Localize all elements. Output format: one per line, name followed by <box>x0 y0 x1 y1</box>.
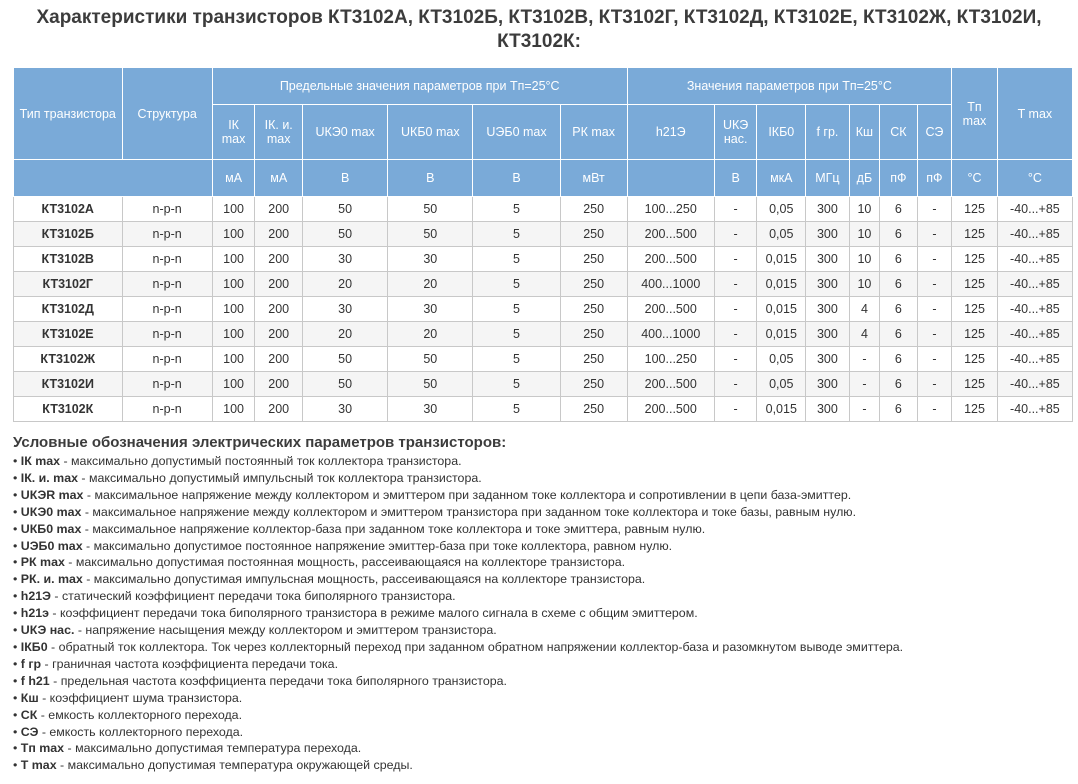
table-cell: 125 <box>952 347 998 372</box>
legend-term: Tп max <box>20 741 65 756</box>
table-cell: 100 <box>212 297 255 322</box>
table-cell: - <box>714 222 757 247</box>
table-row <box>14 272 1073 297</box>
table-cell: 200...500 <box>627 222 714 247</box>
header-type: Тип транзистора <box>14 68 123 160</box>
table-cell: 20 <box>303 322 388 347</box>
table-cell: 250 <box>560 247 627 272</box>
table-cell: 4 <box>849 297 879 322</box>
page-title: Характеристики транзисторов КТ3102А, КТ3102Б, КТ3102В, КТ3102Г, КТ3102Д, КТ3102Е, КТ3102Ж, КТ3102И, КТ3102К: <box>36 7 1042 52</box>
legend-desc: - коэффициент шума транзистора. <box>38 690 243 705</box>
table-cell: -40...+85 <box>997 297 1072 322</box>
table-cell: 20 <box>388 272 473 297</box>
bullet-icon: • <box>13 639 21 654</box>
table-row <box>14 247 1073 272</box>
header-param: СЭ <box>917 105 952 160</box>
table-cell: 6 <box>880 322 918 347</box>
legend-desc: - максимальное напряжение коллектор-база при заданном токе коллектора и токе эмиттера, равным нулю. <box>81 521 706 536</box>
table-cell: 300 <box>806 222 850 247</box>
legend-term: UКБ0 max <box>20 521 82 536</box>
table-cell: 0,05 <box>757 197 806 222</box>
table-cell: 100 <box>212 347 255 372</box>
header-unit: мА <box>212 160 255 197</box>
table-cell: 10 <box>849 197 879 222</box>
table-cell: 200 <box>255 322 303 347</box>
table-cell: 5 <box>473 397 560 422</box>
legend-desc: - максимально допустимая постоянная мощность, рассеивающаяся на коллекторе транзистора. <box>64 555 626 570</box>
table-cell: 250 <box>560 197 627 222</box>
bullet-icon: • <box>13 589 21 604</box>
bullet-icon: • <box>13 758 21 773</box>
transistor-type-cell: КТ3102Ж <box>14 347 123 372</box>
header-unit: °С <box>952 160 998 197</box>
bullet-icon: • <box>13 555 21 570</box>
legend-term: IК max <box>20 454 61 468</box>
table-cell: 0,015 <box>757 397 806 422</box>
transistor-type-cell: КТ3102Б <box>14 222 123 247</box>
legend-term: UКЭ нас. <box>20 623 75 638</box>
table-cell: 0,015 <box>757 272 806 297</box>
table-cell: 0,015 <box>757 297 806 322</box>
transistor-type-cell: КТ3102Г <box>14 272 123 297</box>
table-cell: 6 <box>880 197 918 222</box>
table-cell: 200 <box>255 197 303 222</box>
legend-item <box>13 554 1073 571</box>
table-cell: 50 <box>303 372 388 397</box>
legend-term: f h21 <box>20 673 50 688</box>
table-cell: 300 <box>806 372 850 397</box>
header-unit: мкА <box>757 160 806 197</box>
table-cell: - <box>849 347 879 372</box>
table-cell: n-p-n <box>122 347 212 372</box>
table-cell: 10 <box>849 272 879 297</box>
table-row <box>14 222 1073 247</box>
legend-item <box>13 521 1073 538</box>
legend-desc: - максимально допустимый импульсный ток коллектора транзистора. <box>77 470 482 485</box>
header-unit: В <box>303 160 388 197</box>
table-cell: 50 <box>303 347 388 372</box>
table-cell: - <box>714 397 757 422</box>
header-param: IК. и. max <box>255 105 303 160</box>
table-cell: - <box>917 347 952 372</box>
table-cell: 400...1000 <box>627 322 714 347</box>
legend-term: UЭБ0 max <box>20 538 83 553</box>
header-unit: В <box>473 160 560 197</box>
table-cell: -40...+85 <box>997 322 1072 347</box>
legend-desc: - максимально допустимая температура окружающей среды. <box>56 758 413 773</box>
table-cell: - <box>714 247 757 272</box>
legend-list <box>13 453 1073 774</box>
bullet-icon: • <box>13 623 21 638</box>
legend-desc: - максимальное напряжение между коллектором и эмиттером транзистора при заданном токе коллектора и токе базы, равным нулю. <box>81 504 857 519</box>
table-cell: - <box>917 322 952 347</box>
header-param: Кш <box>849 105 879 160</box>
legend-desc: - обратный ток коллектора. Ток через коллекторный переход при заданном обратном напряжении коллектор-база и разомкнутом выводе эмиттера. <box>47 639 904 654</box>
legend <box>13 434 1073 774</box>
legend-desc: - максимально допустимая импульсная мощность, рассеивающаяся на коллекторе транзистора. <box>82 572 646 587</box>
bullet-icon: • <box>13 606 21 621</box>
table-cell: 10 <box>849 247 879 272</box>
table-cell: 100...250 <box>627 347 714 372</box>
table-cell: 30 <box>388 247 473 272</box>
table-cell: 200 <box>255 372 303 397</box>
table-cell: 200...500 <box>627 247 714 272</box>
table-cell: 200...500 <box>627 397 714 422</box>
legend-item <box>13 740 1073 757</box>
table-cell: 5 <box>473 297 560 322</box>
legend-item <box>13 538 1073 555</box>
table-cell: -40...+85 <box>997 222 1072 247</box>
legend-title: Условные обозначения электрических параметров транзисторов: <box>13 434 507 451</box>
table-cell: 250 <box>560 372 627 397</box>
table-cell: -40...+85 <box>997 347 1072 372</box>
legend-item <box>13 605 1073 622</box>
table-cell: 50 <box>388 347 473 372</box>
header-unit: пФ <box>880 160 918 197</box>
table-cell: - <box>849 372 879 397</box>
table-cell: 50 <box>303 197 388 222</box>
table-cell: - <box>849 397 879 422</box>
table-cell: - <box>714 297 757 322</box>
legend-desc: - коэффициент передачи тока биполярного транзистора в режиме малого сигнала в схеме с общим эмиттером. <box>48 606 698 621</box>
legend-term: h21Э <box>20 589 51 604</box>
table-cell: 100 <box>212 372 255 397</box>
table-cell: - <box>714 197 757 222</box>
legend-term: СЭ <box>20 724 39 739</box>
header-unit: пФ <box>917 160 952 197</box>
legend-term: f гр <box>20 656 42 671</box>
table-cell: 5 <box>473 322 560 347</box>
bullet-icon: • <box>13 572 21 587</box>
table-cell: 300 <box>806 322 850 347</box>
header-tp-max: Tп max <box>952 68 998 160</box>
table-cell: 6 <box>880 222 918 247</box>
table-cell: 0,05 <box>757 347 806 372</box>
header-unit: мА <box>255 160 303 197</box>
table-cell: - <box>714 347 757 372</box>
header-structure: Структура <box>122 68 212 160</box>
bullet-icon: • <box>13 741 21 756</box>
header-param: IКБ0 <box>757 105 806 160</box>
legend-term: IКБ0 <box>20 639 48 654</box>
table-cell: 300 <box>806 397 850 422</box>
table-cell: 100...250 <box>627 197 714 222</box>
table-cell: 300 <box>806 347 850 372</box>
legend-term: IК. и. max <box>20 470 78 485</box>
table-cell: 50 <box>303 222 388 247</box>
legend-item <box>13 588 1073 605</box>
header-group-values: Значения параметров при Tп=25°С <box>627 68 952 105</box>
legend-desc: - емкость коллекторного перехода. <box>37 707 243 722</box>
table-cell: 6 <box>880 347 918 372</box>
header-unit: В <box>388 160 473 197</box>
bullet-icon: • <box>13 707 21 722</box>
table-cell: 250 <box>560 297 627 322</box>
legend-desc: - емкость коллекторного перехода. <box>38 724 244 739</box>
table-cell: - <box>917 222 952 247</box>
table-cell: 400...1000 <box>627 272 714 297</box>
header-unit: В <box>714 160 757 197</box>
legend-item <box>13 470 1073 487</box>
table-cell: 5 <box>473 372 560 397</box>
table-cell: 6 <box>880 372 918 397</box>
table-cell: n-p-n <box>122 297 212 322</box>
table-body <box>14 197 1073 422</box>
table-cell: 100 <box>212 197 255 222</box>
table-cell: 100 <box>212 272 255 297</box>
legend-item <box>13 504 1073 521</box>
table-cell: 30 <box>388 297 473 322</box>
table-cell: 4 <box>849 322 879 347</box>
table-cell: 20 <box>303 272 388 297</box>
table-row <box>14 297 1073 322</box>
table-row <box>14 372 1073 397</box>
table-cell: 300 <box>806 247 850 272</box>
table-cell: 0,05 <box>757 222 806 247</box>
header-unit <box>627 160 714 197</box>
legend-desc: - максимальное напряжение между коллектором и эмиттером при заданном токе коллектора и сопротивлении в цепи база-эмиттер. <box>83 487 852 502</box>
table-cell: n-p-n <box>122 222 212 247</box>
table-cell: - <box>917 397 952 422</box>
legend-item <box>13 453 1073 470</box>
legend-desc: - максимально допустимый постоянный ток коллектора транзистора. <box>60 454 462 468</box>
transistor-type-cell: КТ3102А <box>14 197 123 222</box>
bullet-icon: • <box>13 690 21 705</box>
legend-desc: - граничная частота коэффициента передачи тока. <box>41 656 339 671</box>
legend-item <box>13 724 1073 741</box>
table-cell: 250 <box>560 347 627 372</box>
legend-item <box>13 757 1073 774</box>
legend-item <box>13 707 1073 724</box>
bullet-icon: • <box>13 487 21 502</box>
table-cell: 30 <box>303 297 388 322</box>
table-cell: 6 <box>880 397 918 422</box>
header-param: f гр. <box>806 105 850 160</box>
legend-item <box>13 673 1073 690</box>
header-units-spacer <box>14 160 213 197</box>
table-cell: n-p-n <box>122 197 212 222</box>
header-param: h21Э <box>627 105 714 160</box>
table-row <box>14 347 1073 372</box>
table-cell: 125 <box>952 247 998 272</box>
table-cell: - <box>917 247 952 272</box>
table-cell: - <box>917 272 952 297</box>
table-cell: 250 <box>560 272 627 297</box>
table-cell: 200...500 <box>627 372 714 397</box>
legend-item <box>13 571 1073 588</box>
header-units-row <box>14 160 1073 197</box>
table-cell: n-p-n <box>122 272 212 297</box>
table-cell: -40...+85 <box>997 372 1072 397</box>
table-cell: 125 <box>952 272 998 297</box>
legend-desc: - статический коэффициент передачи тока биполярного транзистора. <box>50 589 456 604</box>
legend-term: Кш <box>20 690 39 705</box>
legend-term: PК max <box>20 555 65 570</box>
table-cell: - <box>917 197 952 222</box>
table-cell: - <box>714 372 757 397</box>
table-row <box>14 322 1073 347</box>
header-param: UКБ0 max <box>388 105 473 160</box>
transistor-table <box>13 67 1073 422</box>
table-cell: 0,015 <box>757 322 806 347</box>
table-cell: 6 <box>880 272 918 297</box>
table-cell: 125 <box>952 397 998 422</box>
table-cell: -40...+85 <box>997 247 1072 272</box>
table-cell: 125 <box>952 222 998 247</box>
bullet-icon: • <box>13 504 21 519</box>
table-cell: - <box>714 322 757 347</box>
legend-desc: - предельная частота коэффициента передачи тока биполярного транзистора. <box>49 673 507 688</box>
legend-desc: - максимально допустимое постоянное напряжение эмиттер-база при токе коллектора, равном нулю. <box>82 538 673 553</box>
table-cell: 125 <box>952 297 998 322</box>
legend-term: h21э <box>20 606 49 621</box>
legend-term: UКЭ0 max <box>20 504 82 519</box>
bullet-icon: • <box>13 656 21 671</box>
table-cell: 6 <box>880 297 918 322</box>
header-param: UКЭ0 max <box>303 105 388 160</box>
bullet-icon: • <box>13 470 21 485</box>
table-cell: 250 <box>560 222 627 247</box>
legend-item <box>13 487 1073 504</box>
table-row <box>14 197 1073 222</box>
table-cell: 200 <box>255 397 303 422</box>
legend-term: СК <box>20 707 38 722</box>
table-cell: n-p-n <box>122 372 212 397</box>
table-cell: 30 <box>303 397 388 422</box>
header-t-max: T max <box>997 68 1072 160</box>
table-cell: 100 <box>212 397 255 422</box>
table-cell: -40...+85 <box>997 272 1072 297</box>
header-unit: МГц <box>806 160 850 197</box>
legend-item <box>13 690 1073 707</box>
table-cell: 0,015 <box>757 247 806 272</box>
table-cell: 300 <box>806 272 850 297</box>
table-cell: 20 <box>388 322 473 347</box>
header-param: IК max <box>212 105 255 160</box>
header-param: СК <box>880 105 918 160</box>
legend-item <box>13 639 1073 656</box>
bullet-icon: • <box>13 538 21 553</box>
transistor-type-cell: КТ3102Е <box>14 322 123 347</box>
table-cell: 0,05 <box>757 372 806 397</box>
header-param: UЭБ0 max <box>473 105 560 160</box>
table-cell: 5 <box>473 197 560 222</box>
header-unit: мВт <box>560 160 627 197</box>
table-cell: - <box>917 372 952 397</box>
legend-term: T max <box>20 758 57 773</box>
table-row <box>14 397 1073 422</box>
bullet-icon: • <box>13 724 21 739</box>
table-cell: 6 <box>880 247 918 272</box>
table-cell: 250 <box>560 322 627 347</box>
header-param: PК max <box>560 105 627 160</box>
header-group-limits: Предельные значения параметров при Tп=25°С <box>212 68 627 105</box>
table-cell: 5 <box>473 347 560 372</box>
table-cell: 50 <box>388 222 473 247</box>
table-cell: 200 <box>255 347 303 372</box>
table-cell: 200...500 <box>627 297 714 322</box>
legend-term: UКЭR max <box>20 487 84 502</box>
legend-term: PК. и. max <box>20 572 83 587</box>
table-cell: 250 <box>560 397 627 422</box>
table-cell: 200 <box>255 272 303 297</box>
header-unit: дБ <box>849 160 879 197</box>
table-cell: 100 <box>212 247 255 272</box>
table-cell: 300 <box>806 297 850 322</box>
table-cell: 5 <box>473 272 560 297</box>
table-cell: - <box>714 272 757 297</box>
legend-desc: - напряжение насыщения между коллектором и эмиттером транзистора. <box>74 623 497 638</box>
transistor-type-cell: КТ3102И <box>14 372 123 397</box>
header-param: UКЭ нас. <box>714 105 757 160</box>
table-cell: n-p-n <box>122 322 212 347</box>
header-unit: °С <box>997 160 1072 197</box>
legend-item <box>13 656 1073 673</box>
table-cell: 5 <box>473 247 560 272</box>
table-cell: -40...+85 <box>997 197 1072 222</box>
table-header <box>14 68 1073 197</box>
table-cell: 30 <box>388 397 473 422</box>
table-cell: 30 <box>303 247 388 272</box>
table-cell: 200 <box>255 297 303 322</box>
transistor-type-cell: КТ3102Д <box>14 297 123 322</box>
table-cell: 100 <box>212 322 255 347</box>
table-cell: 10 <box>849 222 879 247</box>
bullet-icon: • <box>13 521 21 536</box>
legend-item <box>13 622 1073 639</box>
table-cell: 200 <box>255 247 303 272</box>
table-cell: 200 <box>255 222 303 247</box>
table-cell: 100 <box>212 222 255 247</box>
legend-desc: - максимально допустимая температура перехода. <box>64 741 362 756</box>
table-cell: 5 <box>473 222 560 247</box>
transistor-type-cell: КТ3102К <box>14 397 123 422</box>
table-cell: 125 <box>952 322 998 347</box>
bullet-icon: • <box>13 673 21 688</box>
table-cell: 50 <box>388 197 473 222</box>
table-cell: n-p-n <box>122 247 212 272</box>
transistor-type-cell: КТ3102В <box>14 247 123 272</box>
table-cell: 125 <box>952 197 998 222</box>
table-cell: - <box>917 297 952 322</box>
table-cell: -40...+85 <box>997 397 1072 422</box>
table-cell: 125 <box>952 372 998 397</box>
table-cell: 50 <box>388 372 473 397</box>
table-cell: n-p-n <box>122 397 212 422</box>
table-cell: 300 <box>806 197 850 222</box>
bullet-icon: • <box>13 454 21 468</box>
